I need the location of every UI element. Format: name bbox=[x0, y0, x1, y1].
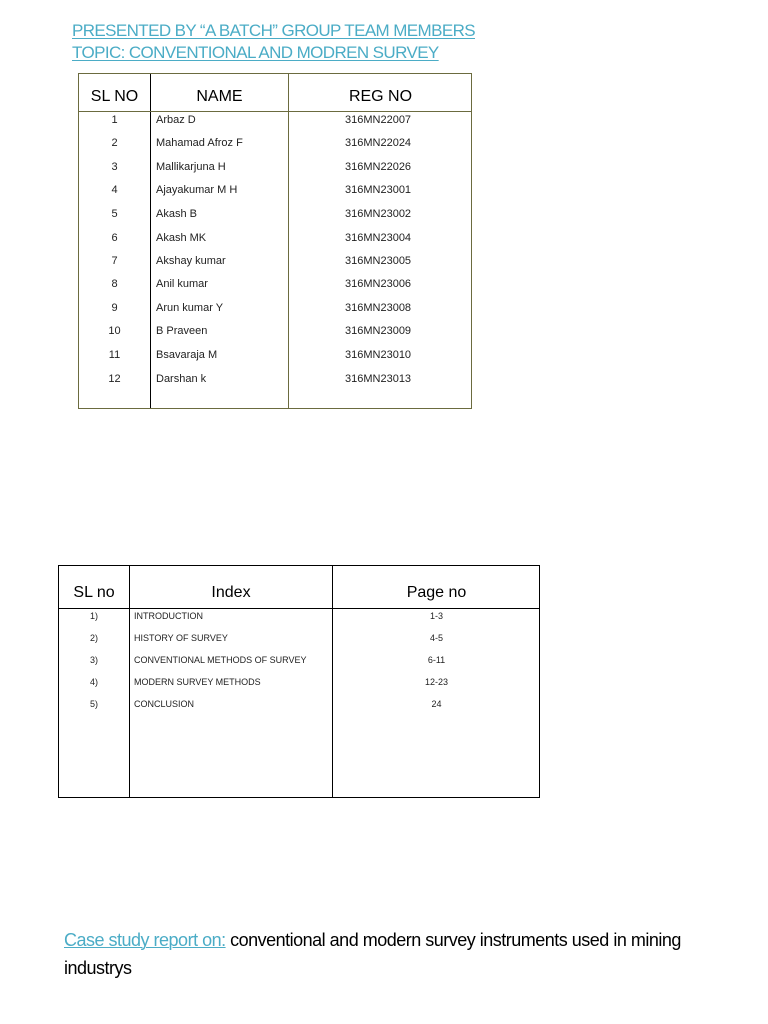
case-study-title bbox=[64, 926, 744, 982]
name-cell: Anil kumar bbox=[156, 278, 208, 290]
reg-no-cell: 316MN23004 bbox=[345, 232, 412, 244]
table-row bbox=[79, 324, 471, 344]
sl-no-cell: 11 bbox=[108, 349, 121, 361]
sl-no-cell: 2) bbox=[89, 633, 98, 643]
table-row bbox=[59, 632, 539, 654]
table-row bbox=[59, 610, 539, 632]
table-row bbox=[79, 207, 471, 227]
sl-no-cell: 10 bbox=[108, 325, 121, 337]
sl-no-cell: 5) bbox=[89, 699, 98, 709]
table-row bbox=[79, 136, 471, 156]
header-name: NAME bbox=[196, 88, 243, 105]
table-row bbox=[79, 301, 471, 321]
name-cell: Akash MK bbox=[156, 232, 207, 244]
index-title-cell: MODERN SURVEY METHODS bbox=[134, 677, 261, 687]
sl-no-cell: 4) bbox=[89, 677, 98, 687]
page-no-cell: 1-3 bbox=[429, 611, 443, 621]
reg-no-cell: 316MN23009 bbox=[345, 325, 412, 337]
sl-no-cell: 6 bbox=[111, 232, 118, 244]
table-row bbox=[79, 113, 471, 133]
sl-no-cell: 2 bbox=[111, 137, 118, 149]
name-cell: Akshay kumar bbox=[156, 255, 226, 267]
sl-no-cell: 9 bbox=[111, 302, 118, 314]
index-title-cell: CONVENTIONAL METHODS OF SURVEY bbox=[134, 655, 307, 665]
name-cell: Arun kumar Y bbox=[156, 302, 224, 314]
table-row bbox=[59, 698, 539, 720]
reg-no-cell: 316MN22024 bbox=[345, 137, 412, 149]
sl-no-cell: 12 bbox=[108, 373, 121, 385]
table-row bbox=[59, 676, 539, 698]
table-row bbox=[79, 277, 471, 297]
table-row bbox=[79, 372, 471, 392]
table-row bbox=[79, 254, 471, 274]
name-cell: Bsavaraja M bbox=[156, 349, 218, 361]
name-cell: Ajayakumar M H bbox=[156, 184, 238, 196]
header-index: Index bbox=[211, 584, 251, 601]
sl-no-cell: 1 bbox=[111, 114, 118, 126]
name-cell: Mallikarjuna H bbox=[156, 161, 226, 173]
reg-no-cell: 316MN23008 bbox=[345, 302, 412, 314]
index-title-cell: HISTORY OF SURVEY bbox=[134, 633, 228, 643]
table-row bbox=[79, 348, 471, 368]
reg-no-cell: 316MN23005 bbox=[345, 255, 412, 267]
index-title-cell: CONCLUSION bbox=[134, 699, 195, 709]
page-no-cell: 6-11 bbox=[427, 655, 446, 665]
name-cell: Mahamad Afroz F bbox=[156, 137, 243, 149]
reg-no-cell: 316MN23006 bbox=[345, 278, 412, 290]
table-row bbox=[79, 160, 471, 180]
case-study-subject: conventional and modern survey instruments used in mining industrys bbox=[64, 930, 681, 978]
header-sl-no: SL no bbox=[73, 584, 115, 601]
presented-by-line: PRESENTED BY “A BATCH” GROUP TEAM MEMBERS bbox=[72, 21, 475, 40]
reg-no-cell: 316MN23010 bbox=[345, 349, 412, 361]
page-no-cell: 4-5 bbox=[429, 633, 443, 643]
name-cell: Arbaz D bbox=[156, 114, 196, 126]
header-divider bbox=[59, 608, 539, 609]
team-members-table bbox=[78, 73, 472, 409]
reg-no-cell: 316MN22026 bbox=[345, 161, 412, 173]
header-divider bbox=[79, 111, 471, 112]
sl-no-cell: 3 bbox=[111, 161, 118, 173]
header-sl-no: SL NO bbox=[90, 88, 139, 105]
table-row bbox=[79, 183, 471, 203]
page-no-cell: 12-23 bbox=[424, 677, 449, 687]
name-cell: Darshan k bbox=[156, 373, 207, 385]
sl-no-cell: 5 bbox=[111, 208, 118, 220]
reg-no-cell: 316MN23002 bbox=[345, 208, 412, 220]
sl-no-cell: 1) bbox=[89, 611, 98, 621]
reg-no-cell: 316MN23013 bbox=[345, 373, 412, 385]
table-row bbox=[79, 231, 471, 251]
header-page-no: Page no bbox=[406, 584, 467, 601]
table-row bbox=[59, 654, 539, 676]
document-heading bbox=[72, 20, 475, 64]
case-study-lead: Case study report on: bbox=[64, 930, 226, 950]
name-cell: Akash B bbox=[156, 208, 197, 220]
reg-no-cell: 316MN23001 bbox=[345, 184, 412, 196]
sl-no-cell: 4 bbox=[111, 184, 118, 196]
name-cell: B Praveen bbox=[156, 325, 208, 337]
index-table bbox=[58, 565, 540, 798]
topic-line: TOPIC: CONVENTIONAL AND MODREN SURVEY bbox=[72, 43, 439, 62]
reg-no-cell: 316MN22007 bbox=[345, 114, 412, 126]
sl-no-cell: 3) bbox=[89, 655, 98, 665]
header-reg-no: REG NO bbox=[348, 88, 413, 105]
index-title-cell: INTRODUCTION bbox=[134, 611, 203, 621]
sl-no-cell: 7 bbox=[111, 255, 118, 267]
sl-no-cell: 8 bbox=[111, 278, 118, 290]
page-no-cell: 24 bbox=[431, 699, 442, 709]
